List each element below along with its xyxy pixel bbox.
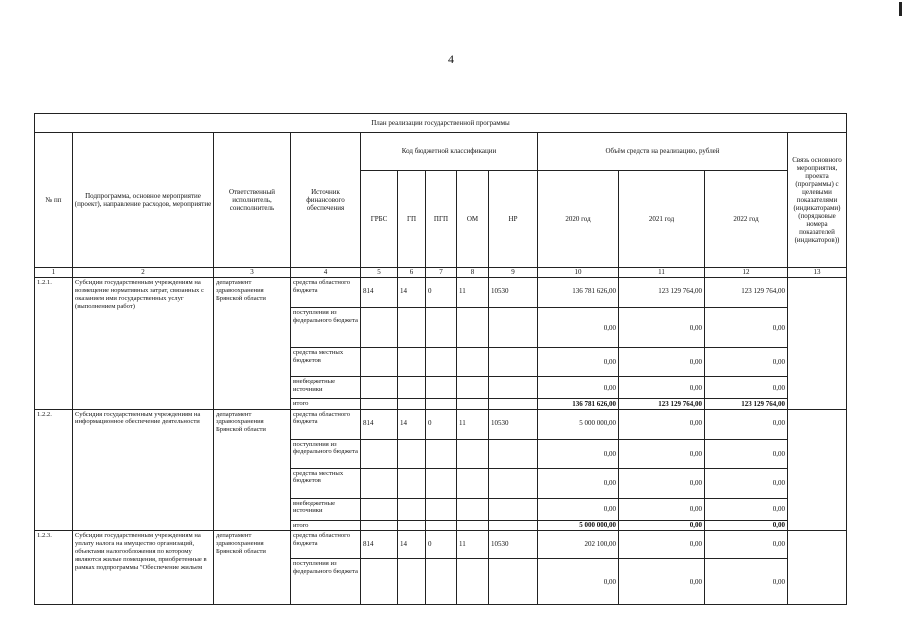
amount-2020: 0,00: [538, 308, 619, 348]
header-link: Связь основного мероприятия, проекта (программы) с целевыми показателями (индикаторами) (порядковые номера показателей (индикаторов)): [788, 133, 847, 268]
header-pgp: ПГП: [426, 171, 457, 268]
funding-source: средства областного бюджета: [291, 409, 361, 439]
column-number: 4: [291, 268, 361, 278]
header-2021: 2021 год: [619, 171, 705, 268]
total-2021: 0,00: [619, 520, 705, 531]
funding-source: средства местных бюджетов: [291, 468, 361, 498]
amount-2021: 0,00: [619, 377, 705, 399]
total-2022: 0,00: [705, 520, 788, 531]
header-executor: Ответственный исполнитель, соисполнитель: [214, 133, 291, 268]
amount-2020: 0,00: [538, 498, 619, 520]
item-name: Субсидии государственным учреждениям на возмещение нормативных затрат, связанных с оказанием ими государственных услуг (выполнением работ): [73, 278, 214, 410]
amount-2021: 0,00: [619, 439, 705, 468]
indicator-link: [788, 278, 847, 410]
amount-2022: 0,00: [705, 498, 788, 520]
code-om: 11: [457, 278, 489, 308]
item-number: 1.2.2.: [35, 409, 73, 531]
amount-2020: 5 000 000,00: [538, 409, 619, 439]
code-om: 11: [457, 409, 489, 439]
header-2022: 2022 год: [705, 171, 788, 268]
item-number: 1.2.1.: [35, 278, 73, 410]
amount-2021: 0,00: [619, 348, 705, 377]
column-number: 12: [705, 268, 788, 278]
column-number: 1: [35, 268, 73, 278]
item-name: Субсидия государственным учреждениям на информационное обеспечение деятельности: [73, 409, 214, 531]
column-number: 8: [457, 268, 489, 278]
funding-source: средства областного бюджета: [291, 278, 361, 308]
code-gp: 14: [398, 409, 426, 439]
total-label: итого: [291, 399, 361, 410]
code-pgp: 0: [426, 409, 457, 439]
code-grbs: 814: [361, 531, 398, 559]
amount-2022: 0,00: [705, 439, 788, 468]
amount-2022: 0,00: [705, 377, 788, 399]
code-pgp: 0: [426, 531, 457, 559]
code-pgp: 0: [426, 278, 457, 308]
code-gp: 14: [398, 278, 426, 308]
total-2022: 123 129 764,00: [705, 399, 788, 410]
column-number: 6: [398, 268, 426, 278]
amount-2020: 0,00: [538, 559, 619, 605]
column-number: 9: [489, 268, 538, 278]
funding-source: внебюджетные источники: [291, 498, 361, 520]
amount-2020: 0,00: [538, 348, 619, 377]
code-np: 10530: [489, 409, 538, 439]
funding-source: средства местных бюджетов: [291, 348, 361, 377]
amount-2022: 0,00: [705, 308, 788, 348]
scan-edge-mark: [899, 2, 902, 16]
item-executor: департамент здравоохранения Брянской области: [214, 531, 291, 605]
amount-2021: 0,00: [619, 498, 705, 520]
amount-2022: 123 129 764,00: [705, 278, 788, 308]
funding-source: поступления из федерального бюджета: [291, 439, 361, 468]
column-number: 11: [619, 268, 705, 278]
code-np: 10530: [489, 278, 538, 308]
header-2020: 2020 год: [538, 171, 619, 268]
amount-2022: 0,00: [705, 348, 788, 377]
funding-source: средства областного бюджета: [291, 531, 361, 559]
header-grbs: ГРБС: [361, 171, 398, 268]
column-number: 13: [788, 268, 847, 278]
amount-2021: 0,00: [619, 559, 705, 605]
amount-2022: 0,00: [705, 559, 788, 605]
table-row: [35, 409, 847, 439]
funding-source: поступления из федерального бюджета: [291, 308, 361, 348]
code-np: 10530: [489, 531, 538, 559]
program-plan-table: [34, 113, 847, 605]
item-executor: департамент здравоохранения Брянской области: [214, 278, 291, 410]
column-number: 3: [214, 268, 291, 278]
code-gp: 14: [398, 531, 426, 559]
column-number: 7: [426, 268, 457, 278]
funding-source: внебюджетные источники: [291, 377, 361, 399]
amount-2021: 0,00: [619, 409, 705, 439]
amount-2020: 0,00: [538, 377, 619, 399]
table-title: План реализации государственной программы: [35, 114, 847, 133]
funding-source: поступления из федерального бюджета: [291, 559, 361, 605]
header-budget-code: Код бюджетной классификации: [361, 133, 538, 171]
amount-2020: 136 781 626,00: [538, 278, 619, 308]
item-name: Субсидии государственным учреждениям на уплату налога на имущество организаций, объектами налогообложения по которому являются жилые помещения, приобретенные в рамках подпрограммы "Обеспечение жильем: [73, 531, 214, 605]
column-number: 5: [361, 268, 398, 278]
header-source: Источник финансового обеспечения: [291, 133, 361, 268]
code-om: 11: [457, 531, 489, 559]
amount-2022: 0,00: [705, 531, 788, 559]
table-row: [35, 278, 847, 308]
column-number: 2: [73, 268, 214, 278]
amount-2020: 0,00: [538, 439, 619, 468]
amount-2022: 0,00: [705, 468, 788, 498]
amount-2021: 0,00: [619, 531, 705, 559]
header-om: ОМ: [457, 171, 489, 268]
total-2021: 123 129 764,00: [619, 399, 705, 410]
amount-2021: 123 129 764,00: [619, 278, 705, 308]
amount-2022: 0,00: [705, 409, 788, 439]
code-grbs: 814: [361, 278, 398, 308]
column-number: 10: [538, 268, 619, 278]
amount-2021: 0,00: [619, 308, 705, 348]
header-np: НР: [489, 171, 538, 268]
header-num: № пп: [35, 133, 73, 268]
amount-2021: 0,00: [619, 468, 705, 498]
indicator-link: [788, 531, 847, 605]
page-number: 4: [448, 52, 454, 66]
amount-2020: 0,00: [538, 468, 619, 498]
header-name: Подпрограмма, основное мероприятие (проект), направление расходов, мероприятие: [73, 133, 214, 268]
total-2020: 136 781 626,00: [538, 399, 619, 410]
header-gp: ГП: [398, 171, 426, 268]
header-volume: Объём средств на реализацию, рублей: [538, 133, 788, 171]
code-grbs: 814: [361, 409, 398, 439]
amount-2020: 202 100,00: [538, 531, 619, 559]
table-row: [35, 531, 847, 559]
indicator-link: [788, 409, 847, 531]
total-2020: 5 000 000,00: [538, 520, 619, 531]
item-executor: департамент здравоохранения Брянской области: [214, 409, 291, 531]
item-number: 1.2.3.: [35, 531, 73, 605]
total-label: итого: [291, 520, 361, 531]
